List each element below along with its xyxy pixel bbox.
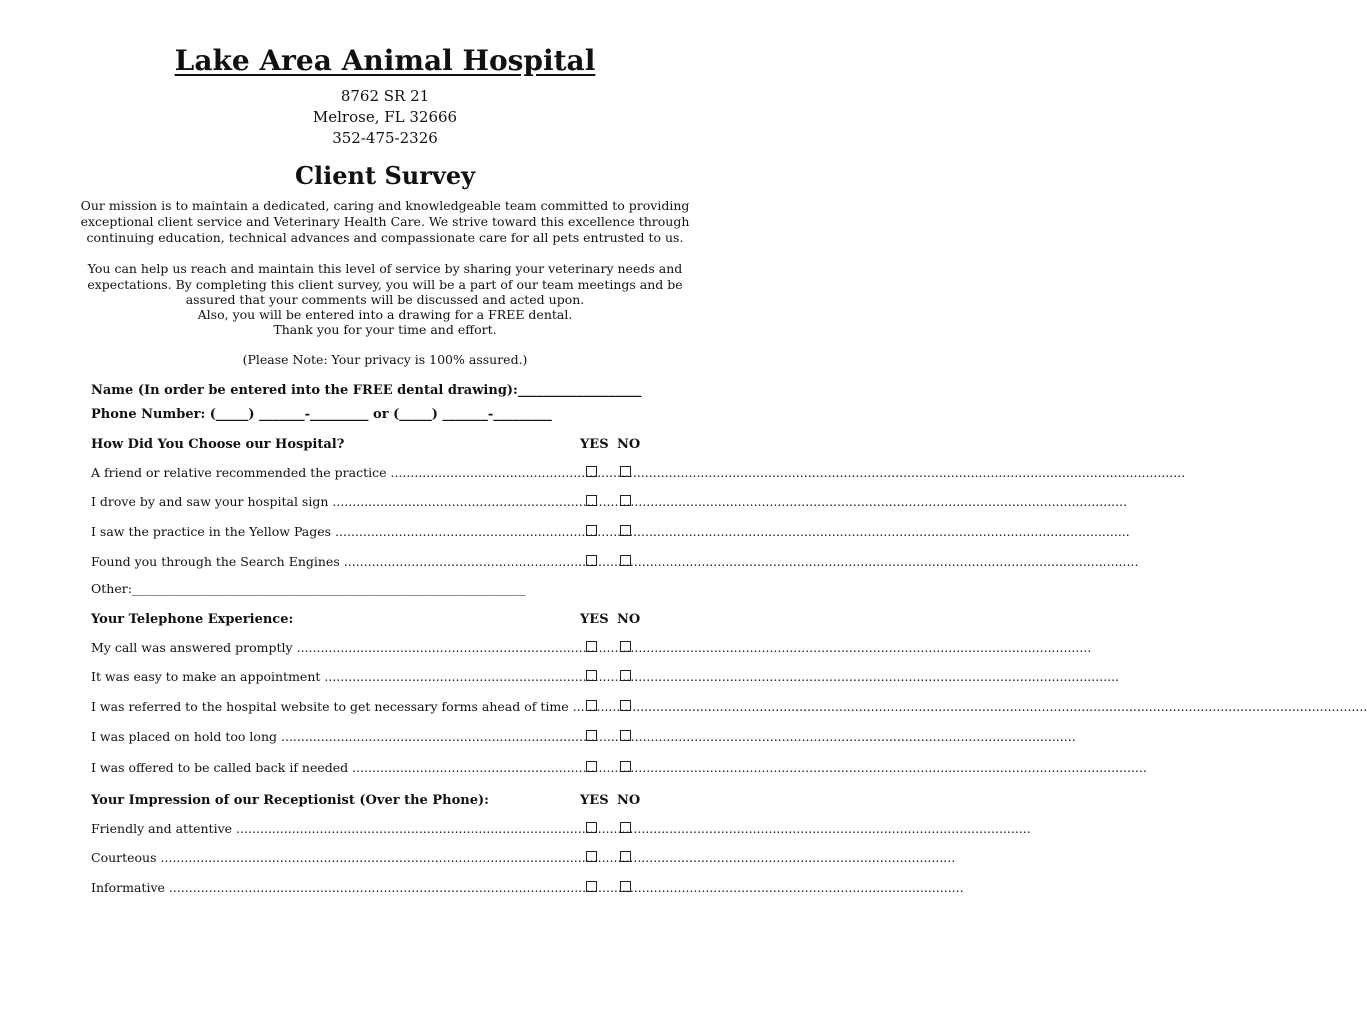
survey-question: [91, 465, 1186, 480]
leader-dots: ........................................................................................................................................................................................................: [236, 821, 1031, 836]
leader-dots: ........................................................................................................................................................................................................: [332, 494, 1128, 509]
help-line: expectations. By completing this client survey, you will be a part of our team meetings and be: [87, 277, 683, 292]
yes-column-label: YES: [580, 437, 609, 452]
leader-dots: ........................................................................................................................................................................................................: [281, 729, 1076, 744]
survey-question: [91, 880, 964, 895]
leader-dots: ........................................................................................................................................................................................................: [335, 524, 1130, 539]
no-checkbox[interactable]: [620, 851, 631, 862]
other-field[interactable]: Other:_______________________________________________________________: [91, 581, 526, 596]
no-column-label: NO: [617, 437, 641, 452]
leader-dots: ........................................................................................................................................................................................................: [390, 465, 1186, 480]
leader-dots: ........................................................................................................................................................................................................: [160, 850, 956, 865]
hospital-name: [0, 44, 770, 77]
survey-question: [91, 554, 1139, 569]
leader-dots: ........................................................................................................................................................................................................: [352, 760, 1147, 775]
no-checkbox[interactable]: [620, 670, 631, 681]
phone-field-label[interactable]: Phone Number: (_____) _______-_________ or (_____) _______-_________: [91, 407, 552, 422]
survey-question: [91, 760, 1147, 775]
leader-dots: ........................................................................................................................................................................................................: [168, 880, 964, 895]
question-label: I was referred to the hospital website to get necessary forms ahead of time: [91, 699, 569, 714]
mission-line: exceptional client service and Veterinary Health Care. We strive toward this excellence through: [80, 214, 690, 229]
yes-checkbox[interactable]: [586, 761, 597, 772]
no-column-label: NO: [617, 612, 641, 627]
no-checkbox[interactable]: [620, 641, 631, 652]
question-label: Informative: [91, 880, 165, 895]
address-line2: Melrose, FL 32666: [312, 108, 458, 126]
leader-dots: ........................................................................................................................................................................................................: [324, 669, 1120, 684]
yes-checkbox[interactable]: [586, 466, 597, 477]
help-line: Thank you for your time and effort.: [273, 322, 497, 337]
no-column-label: NO: [617, 793, 641, 808]
no-checkbox[interactable]: [620, 555, 631, 566]
name-field-label[interactable]: Name (In order be entered into the FREE dental drawing):___________________: [91, 383, 642, 398]
yes-column-label: YES: [580, 793, 609, 808]
survey-question: [91, 850, 956, 865]
yes-checkbox[interactable]: [586, 525, 597, 536]
question-label: Friendly and attentive: [91, 821, 233, 836]
mission-line: Our mission is to maintain a dedicated, caring and knowledgeable team committed to providing: [80, 198, 690, 213]
yes-checkbox[interactable]: [586, 670, 597, 681]
survey-question: [91, 669, 1120, 684]
privacy-note: (Please Note: Your privacy is 100% assured.): [242, 352, 528, 367]
question-label: I drove by and saw your hospital sign: [91, 494, 329, 509]
leader-dots: ........................................................................................................................................................................................................: [296, 640, 1092, 655]
no-checkbox[interactable]: [620, 466, 631, 477]
leader-dots: ........................................................................................................................................................................................................: [572, 699, 1367, 714]
survey-question: [91, 494, 1128, 509]
question-label: I was placed on hold too long: [91, 729, 277, 744]
no-checkbox[interactable]: [620, 881, 631, 892]
yes-checkbox[interactable]: [586, 700, 597, 711]
phone-number: 352-475-2326: [332, 129, 438, 147]
help-line: assured that your comments will be discussed and acted upon.: [185, 292, 585, 307]
yes-checkbox[interactable]: [586, 822, 597, 833]
no-checkbox[interactable]: [620, 761, 631, 772]
survey-question: [91, 821, 1031, 836]
survey-question: [91, 729, 1076, 744]
no-checkbox[interactable]: [620, 700, 631, 711]
hospital-name-text: Lake Area Animal Hospital: [174, 44, 596, 77]
section-heading: Your Telephone Experience:: [91, 612, 294, 627]
question-label: I was offered to be called back if needed: [91, 760, 349, 775]
no-checkbox[interactable]: [620, 495, 631, 506]
survey-title: Client Survey: [294, 161, 476, 190]
yes-checkbox[interactable]: [586, 641, 597, 652]
question-label: I saw the practice in the Yellow Pages: [91, 524, 332, 539]
mission-line: continuing education, technical advances and compassionate care for all pets entrusted to us.: [86, 230, 684, 245]
help-line: You can help us reach and maintain this level of service by sharing your veterinary needs and: [87, 261, 683, 276]
yes-column-label: YES: [580, 612, 609, 627]
address-line1: 8762 SR 21: [340, 87, 430, 105]
section-heading: Your Impression of our Receptionist (Over the Phone):: [91, 793, 489, 808]
yes-checkbox[interactable]: [586, 555, 597, 566]
section-heading: How Did You Choose our Hospital?: [91, 437, 345, 452]
question-label: Courteous: [91, 850, 157, 865]
yes-checkbox[interactable]: [586, 495, 597, 506]
yes-checkbox[interactable]: [586, 851, 597, 862]
survey-question: [91, 524, 1130, 539]
no-checkbox[interactable]: [620, 822, 631, 833]
no-checkbox[interactable]: [620, 730, 631, 741]
no-checkbox[interactable]: [620, 525, 631, 536]
question-label: Found you through the Search Engines: [91, 554, 340, 569]
question-label: It was easy to make an appointment: [91, 669, 321, 684]
yes-checkbox[interactable]: [586, 730, 597, 741]
question-label: My call was answered promptly: [91, 640, 293, 655]
question-label: A friend or relative recommended the practice: [91, 465, 387, 480]
help-line: Also, you will be entered into a drawing for a FREE dental.: [197, 307, 573, 322]
survey-question: [91, 699, 1367, 714]
leader-dots: ........................................................................................................................................................................................................: [343, 554, 1139, 569]
survey-question: [91, 640, 1092, 655]
yes-checkbox[interactable]: [586, 881, 597, 892]
